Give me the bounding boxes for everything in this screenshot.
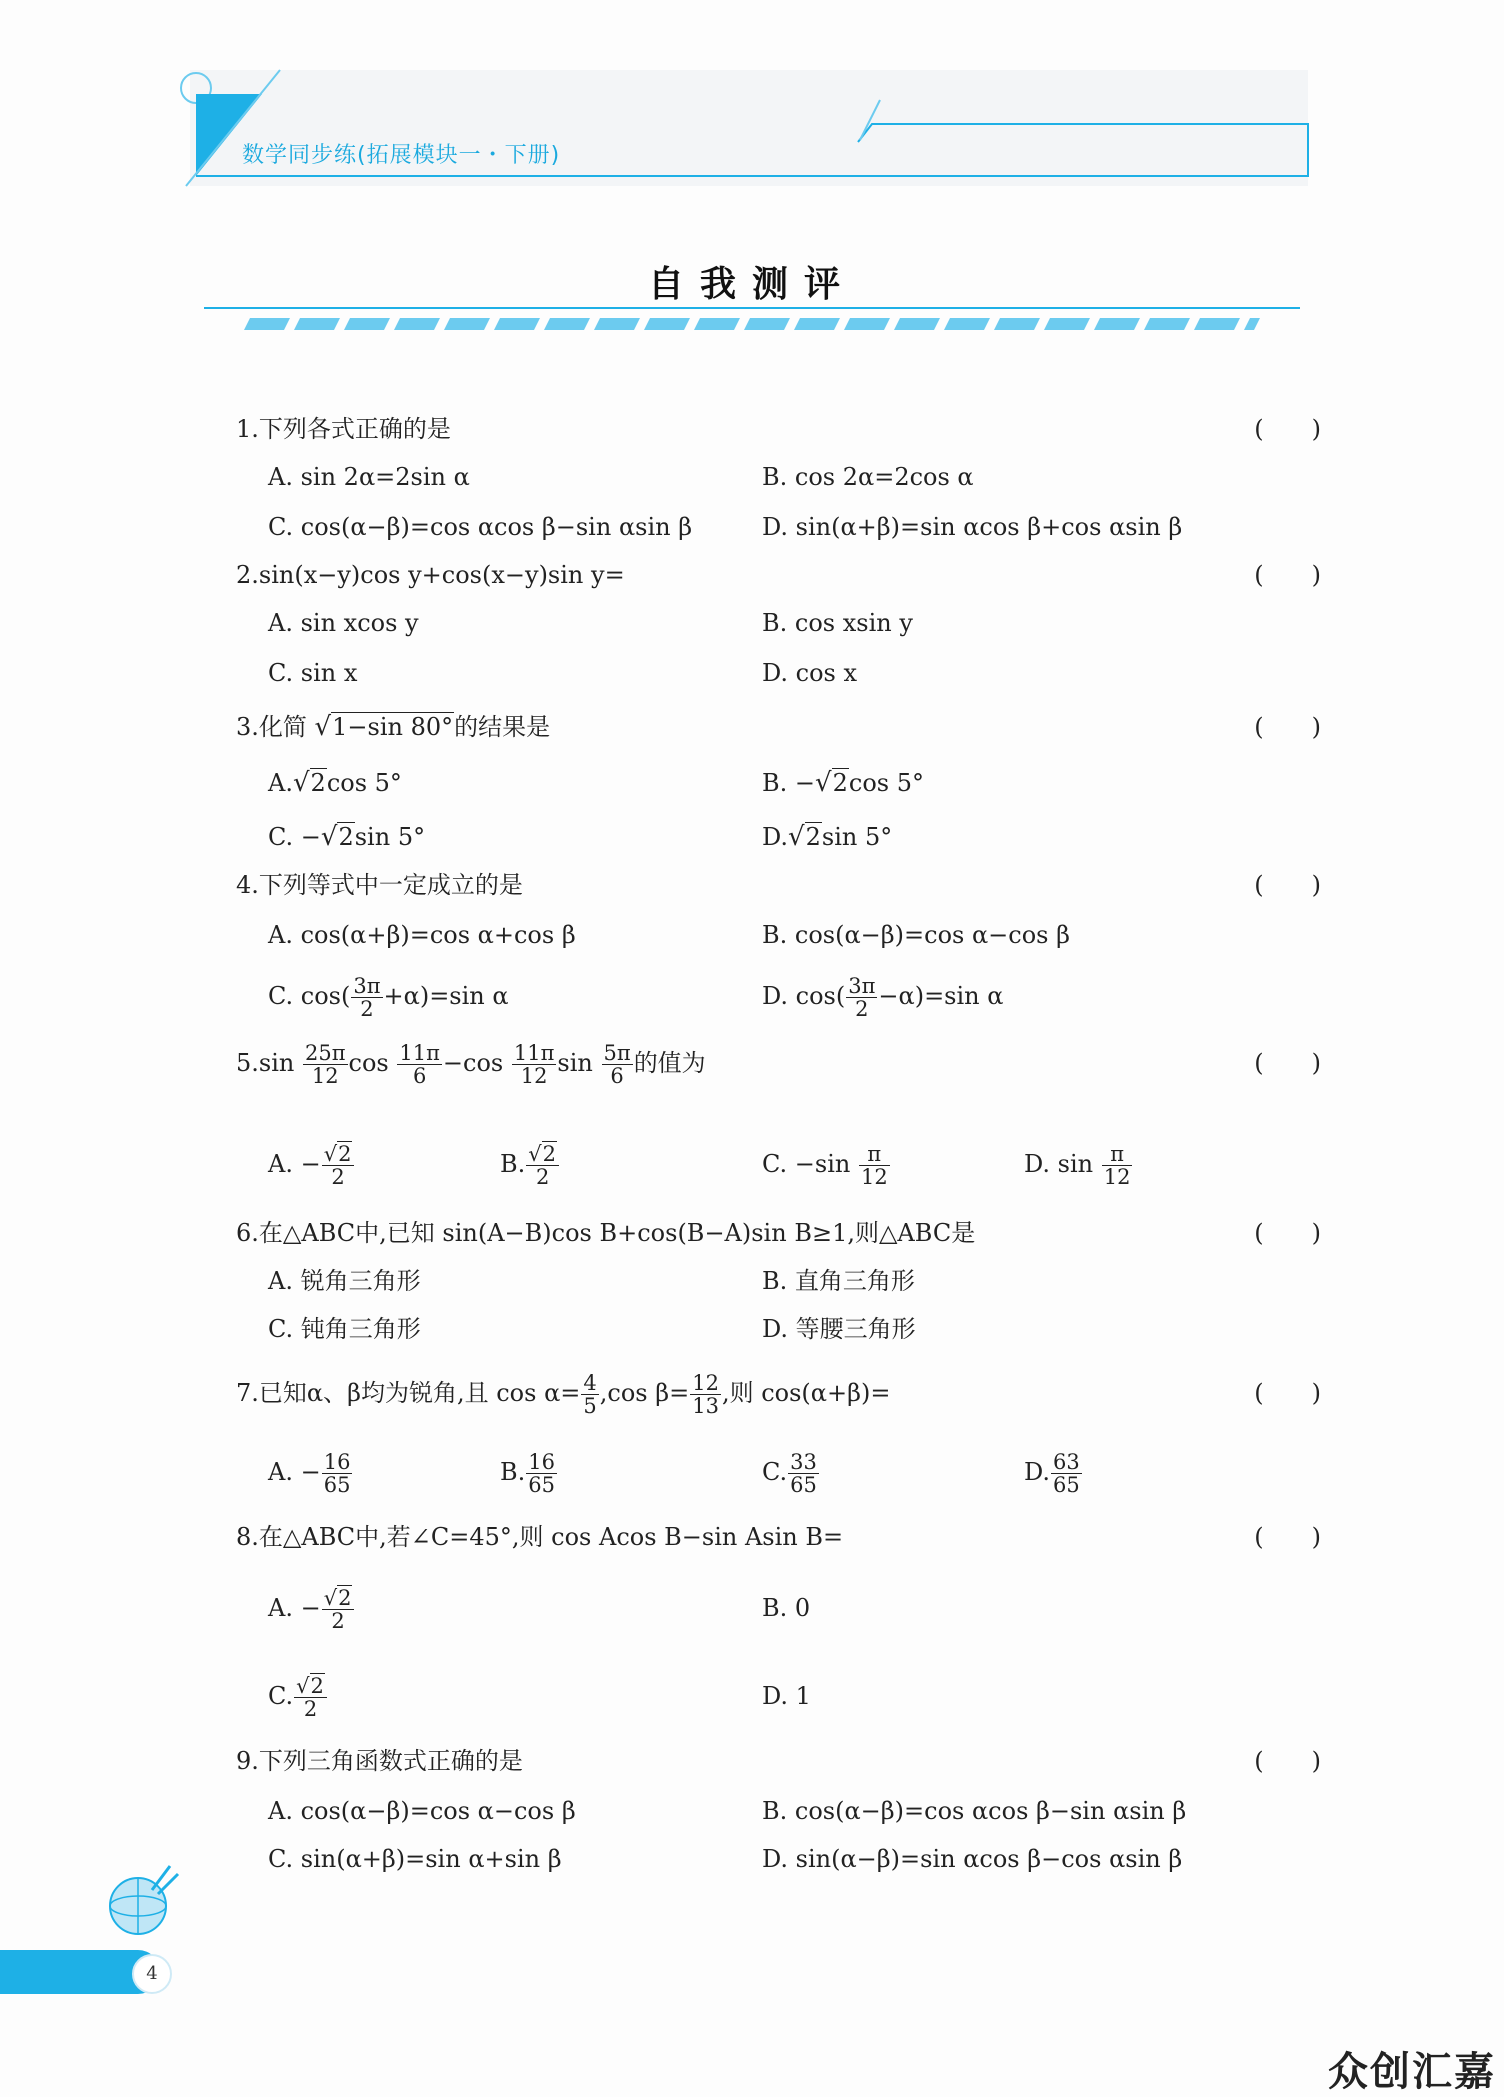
option-d: D. 1	[762, 1682, 811, 1710]
option-a: A. 锐角三角形	[268, 1267, 421, 1295]
answer-bracket: ( )	[1254, 713, 1321, 741]
answer-bracket: ( )	[1254, 415, 1321, 443]
question-number: 9.	[236, 1747, 259, 1775]
option-b: B. cos 2α=2cos α	[762, 463, 974, 491]
answer-bracket: ( )	[1254, 871, 1321, 899]
question-text: sin(x−y)cos y+cos(x−y)sin y=	[258, 561, 625, 589]
question-number: 4.	[236, 871, 259, 899]
question-number: 2.	[236, 561, 259, 589]
question-number: 5.	[236, 1049, 259, 1077]
option-a: A. − $\frac{16}{65}$	[268, 1450, 351, 1497]
question-number: 6.	[236, 1219, 259, 1247]
question-number: 3.	[236, 713, 259, 741]
option-b: B. 直角三角形	[762, 1267, 915, 1295]
option-d: D. 等腰三角形	[762, 1315, 916, 1343]
option-b: B. 0	[762, 1594, 811, 1622]
option-c: C. sin(α+β)=sin α+sin β	[268, 1845, 562, 1873]
option-d: D. sin(α+β)=sin αcos β+cos αsin β	[762, 513, 1183, 541]
option-c: C. cos(α−β)=cos αcos β−sin αsin β	[268, 513, 693, 541]
option-b: B. $\frac{16}{65}$	[500, 1450, 555, 1497]
option-c: C. 钝角三角形	[268, 1315, 421, 1343]
book-title: 数学同步练(拓展模块一・下册)	[242, 143, 561, 168]
option-d: D. cos x	[762, 659, 858, 687]
option-b: B. cos(α−β)=cos α−cos β	[762, 921, 1070, 949]
option-b: B. −√2cos 5°	[762, 768, 924, 798]
option-a: A. sin xcos y	[268, 609, 419, 637]
option-b: B. cos xsin y	[762, 609, 913, 637]
answer-bracket: ( )	[1254, 1049, 1321, 1077]
square-root: √1−sin 80°	[314, 712, 454, 742]
option-a: A. cos(α+β)=cos α+cos β	[268, 921, 576, 949]
question-number: 7.	[236, 1379, 259, 1407]
option-d: D. cos( $\frac{3\pi}{2}$ −α)=sin α	[762, 974, 1004, 1021]
question-text: 在△ABC中,已知 sin(A−B)cos B+cos(B−A)sin B≥1,则△ABC是	[258, 1219, 976, 1247]
question-number: 8.	[236, 1523, 259, 1551]
option-a: A. − $\frac{√2}{2}$	[268, 1134, 355, 1194]
option-c: C. −√2sin 5°	[268, 822, 426, 852]
question-text: 在△ABC中,若∠C=45°,则 cos Acos B−sin Asin B=	[258, 1523, 844, 1551]
option-c: C. −sin $\frac{\pi}{12}$	[762, 1142, 888, 1189]
option-c: C. $\frac{√2}{2}$	[268, 1666, 328, 1726]
globe-mascot-icon	[100, 1860, 190, 1940]
question-text: 下列各式正确的是	[258, 415, 451, 443]
question-5: 5.sin $\frac{25\pi}{12}$ cos $\frac{11\pi}{6}$ −cos $\frac{11\pi}{12}$ sin $\frac{5\pi}{6}$ 的值为 ( )	[236, 1041, 1321, 1088]
option-c: C. cos( $\frac{3\pi}{2}$ +α)=sin α	[268, 974, 509, 1021]
question-text: 下列等式中一定成立的是	[258, 871, 523, 899]
answer-bracket: ( )	[1254, 561, 1321, 589]
option-a: A. − $\frac{√2}{2}$	[268, 1578, 355, 1638]
question-number: 1.	[236, 415, 259, 443]
question-text: 化简	[258, 713, 307, 741]
option-c: C. sin x	[268, 659, 358, 687]
answer-bracket: ( )	[1254, 1219, 1321, 1247]
option-d: D.√2sin 5°	[762, 822, 893, 852]
answer-bracket: ( )	[1254, 1747, 1321, 1775]
option-a: A.√2cos 5°	[268, 768, 402, 798]
question-text: 下列三角函数式正确的是	[258, 1747, 523, 1775]
answer-bracket: ( )	[1254, 1523, 1321, 1551]
option-a: A. cos(α−β)=cos α−cos β	[268, 1797, 576, 1825]
option-d: D. sin $\frac{\pi}{12}$	[1024, 1142, 1131, 1189]
option-d: D. $\frac{63}{65}$	[1024, 1450, 1080, 1497]
option-c: C. $\frac{33}{65}$	[762, 1450, 817, 1497]
section-title: 自我测评	[647, 264, 856, 305]
option-d: D. sin(α−β)=sin αcos β−cos αsin β	[762, 1845, 1183, 1873]
answer-bracket: ( )	[1254, 1379, 1321, 1407]
option-a: A. sin 2α=2sin α	[268, 463, 470, 491]
page-number: 4	[132, 1954, 172, 1994]
option-b: B. $\frac{√2}{2}$	[500, 1134, 560, 1194]
watermark: 众创汇嘉	[1328, 2049, 1496, 2095]
option-b: B. cos(α−β)=cos αcos β−sin αsin β	[762, 1797, 1187, 1825]
